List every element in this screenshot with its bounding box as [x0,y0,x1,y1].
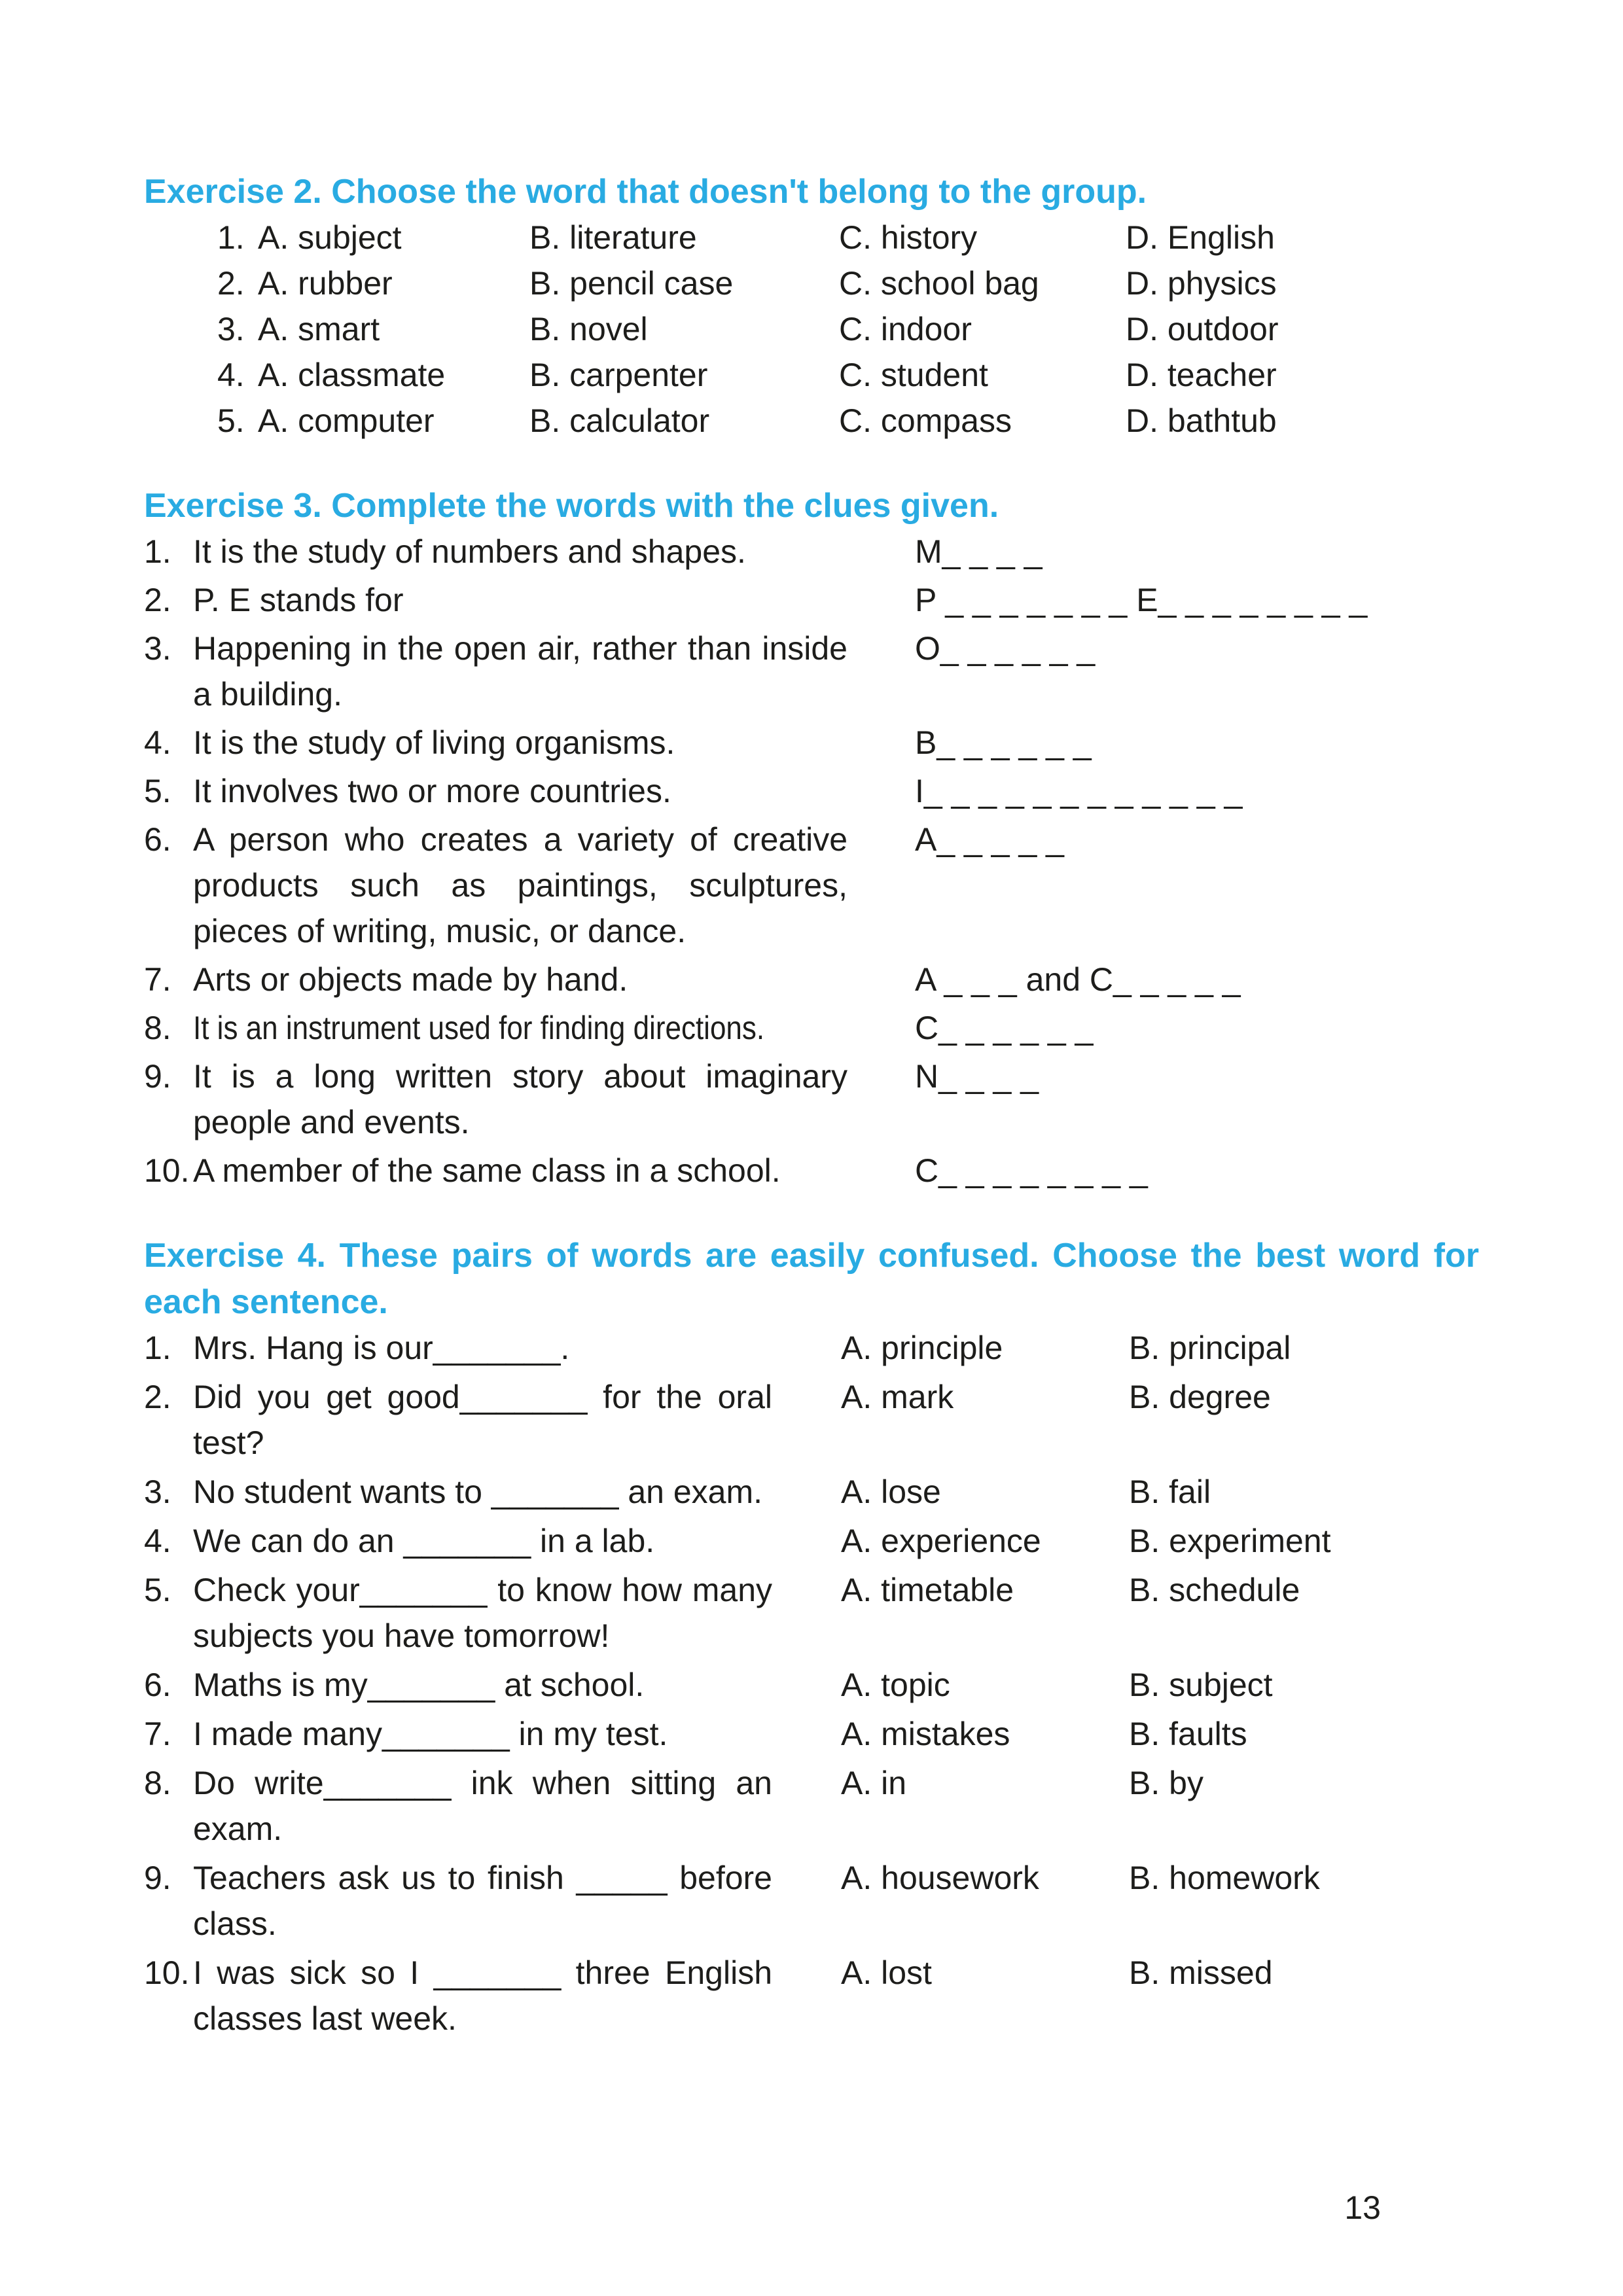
clue-text: It is the study of living organisms. [193,724,675,762]
option-b: B. schedule [1129,1571,1300,1608]
option-b: B. missed [1129,1954,1273,1991]
option-c: C. history [839,219,978,256]
option-b: B. novel [529,311,648,348]
exercise-4-section [144,1233,1479,2041]
option-d: D. bathtub [1126,402,1277,440]
ex4-item-2 [144,1374,1479,1466]
clue-text: It involves two or more countries. [193,773,671,810]
exercise-3-items [144,529,1479,1193]
sentence-text: Check your_______ to know how many subjects you have tomorrow! [193,1571,772,1654]
option-a: A. housework [841,1859,1039,1896]
ex3-item-7 [144,957,1479,1002]
item-number: 4. [217,357,245,394]
item-number: 5. [217,402,245,440]
item-number: 7. [144,1715,171,1752]
ex2-row-5 [217,398,1479,444]
ex3-item-8 [144,1005,1479,1051]
option-b: B. subject [1129,1666,1273,1703]
option-d: D. teacher [1126,357,1277,394]
clue-text: A person who creates a variety of creative products such as paintings, sculptures, pieces of writing, music, or dance. [193,821,847,950]
clue-text: It is a long written story about imaginary people and events. [193,1058,847,1141]
option-a: A. computer [258,402,435,440]
clue-text: It is an instrument used for finding directions. [193,1010,765,1047]
answer-blank: N_ _ _ _ [915,1058,1039,1095]
item-number: 9. [144,1859,171,1896]
exercise-3-title: Exercise 3. Complete the words with the clues given. [144,487,999,525]
item-number: 2. [144,582,171,619]
option-b: B. degree [1129,1378,1271,1415]
sentence-text: Did you get good_______ for the oral test? [193,1378,772,1461]
answer-blank: C_ _ _ _ _ _ _ _ [915,1152,1148,1190]
ex4-item-1 [144,1325,1479,1371]
option-a: A. mark [841,1378,954,1415]
item-number: 8. [144,1764,171,1801]
ex3-item-6 [144,817,1479,954]
ex4-item-8 [144,1760,1479,1852]
item-number: 6. [144,821,171,858]
option-a: A. in [841,1764,907,1801]
sentence-text: We can do an _______ in a lab. [193,1522,655,1559]
exercise-3-section [144,483,1479,1193]
item-number: 2. [217,265,245,302]
option-a: A. mistakes [841,1715,1010,1752]
answer-blank: P _ _ _ _ _ _ _ E_ _ _ _ _ _ _ _ [915,582,1368,619]
exercise-2-rows [217,215,1479,444]
clue-text: A member of the same class in a school. [193,1152,781,1190]
answer-blank: C_ _ _ _ _ _ [915,1010,1094,1047]
sentence-text: I was sick so I _______ three English classes last week. [193,1954,772,2037]
sentence-text: Mrs. Hang is our_______. [193,1329,570,1366]
item-number: 8. [144,1010,171,1047]
option-a: A. subject [258,219,402,256]
item-number: 10. [144,1152,190,1190]
option-b: B. pencil case [529,265,734,302]
ex3-item-1 [144,529,1479,574]
item-number: 1. [217,219,245,256]
item-number: 3. [144,630,171,667]
item-number: 5. [144,1571,171,1608]
option-a: A. topic [841,1666,950,1703]
item-number: 3. [217,311,245,348]
item-number: 10. [144,1954,190,1991]
item-number: 2. [144,1378,171,1415]
item-number: 4. [144,1522,171,1559]
answer-blank: A _ _ _ and C_ _ _ _ _ [915,961,1241,998]
ex4-item-5 [144,1567,1479,1659]
option-b: B. calculator [529,402,710,440]
answer-blank: I_ _ _ _ _ _ _ _ _ _ _ _ [915,773,1243,810]
item-number: 5. [144,773,171,810]
option-a: A. timetable [841,1571,1014,1608]
answer-blank: M_ _ _ _ [915,533,1043,571]
answer-blank: O_ _ _ _ _ _ [915,630,1096,667]
option-b: B. experiment [1129,1522,1331,1559]
ex2-row-1 [217,215,1479,260]
item-number: 1. [144,1329,171,1366]
option-d: D. physics [1126,265,1277,302]
option-a: A. lose [841,1473,941,1510]
ex4-item-7 [144,1711,1479,1757]
ex4-item-3 [144,1469,1479,1515]
option-a: A. smart [258,311,380,348]
ex3-item-4 [144,720,1479,766]
option-a: A. experience [841,1522,1041,1559]
ex2-row-4 [217,352,1479,398]
ex4-item-9 [144,1855,1479,1947]
ex4-item-10 [144,1950,1479,2041]
option-a: A. principle [841,1329,1003,1366]
sentence-text: No student wants to _______ an exam. [193,1473,763,1510]
answer-blank: B_ _ _ _ _ _ [915,724,1092,762]
item-number: 7. [144,961,171,998]
clue-text: It is the study of numbers and shapes. [193,533,746,571]
exercise-4-title: Exercise 4. These pairs of words are easily confused. Choose the best word for each sentence. [144,1237,1479,1321]
ex3-item-2 [144,577,1479,623]
item-number: 9. [144,1058,171,1095]
sentence-text: Do write_______ ink when sitting an exam. [193,1764,772,1847]
option-b: B. faults [1129,1715,1247,1752]
option-b: B. fail [1129,1473,1211,1510]
sentence-text: Teachers ask us to finish _____ before class. [193,1859,772,1942]
clue-text: Arts or objects made by hand. [193,961,628,998]
option-b: B. literature [529,219,697,256]
option-a: A. lost [841,1954,932,1991]
ex3-item-3 [144,626,1479,717]
item-number: 1. [144,533,171,571]
ex2-row-3 [217,306,1479,352]
option-d: D. English [1126,219,1275,256]
item-number: 3. [144,1473,171,1510]
sentence-text: Maths is my_______ at school. [193,1666,645,1703]
option-b: B. homework [1129,1859,1320,1896]
option-c: C. school bag [839,265,1039,302]
option-b: B. principal [1129,1329,1291,1366]
answer-blank: A_ _ _ _ _ [915,821,1064,858]
clue-text: Happening in the open air, rather than inside a building. [193,630,847,713]
exercise-2-title: Exercise 2. Choose the word that doesn't belong to the group. [144,173,1147,211]
option-b: B. by [1129,1764,1204,1801]
option-b: B. carpenter [529,357,708,394]
option-d: D. outdoor [1126,311,1279,348]
option-a: A. rubber [258,265,393,302]
exercise-2-section [144,169,1479,444]
sentence-text: I made many_______ in my test. [193,1715,668,1752]
ex3-item-10 [144,1148,1479,1193]
page-number: 13 [1344,2189,1381,2226]
item-number: 6. [144,1666,171,1703]
ex2-row-2 [217,260,1479,306]
option-c: C. compass [839,402,1012,440]
ex3-item-5 [144,768,1479,814]
option-c: C. student [839,357,988,394]
exercise-4-items [144,1325,1479,2041]
ex4-item-6 [144,1662,1479,1708]
option-a: A. classmate [258,357,446,394]
ex3-item-9 [144,1053,1479,1145]
clue-text: P. E stands for [193,582,404,619]
item-number: 4. [144,724,171,762]
option-c: C. indoor [839,311,972,348]
ex4-item-4 [144,1518,1479,1564]
